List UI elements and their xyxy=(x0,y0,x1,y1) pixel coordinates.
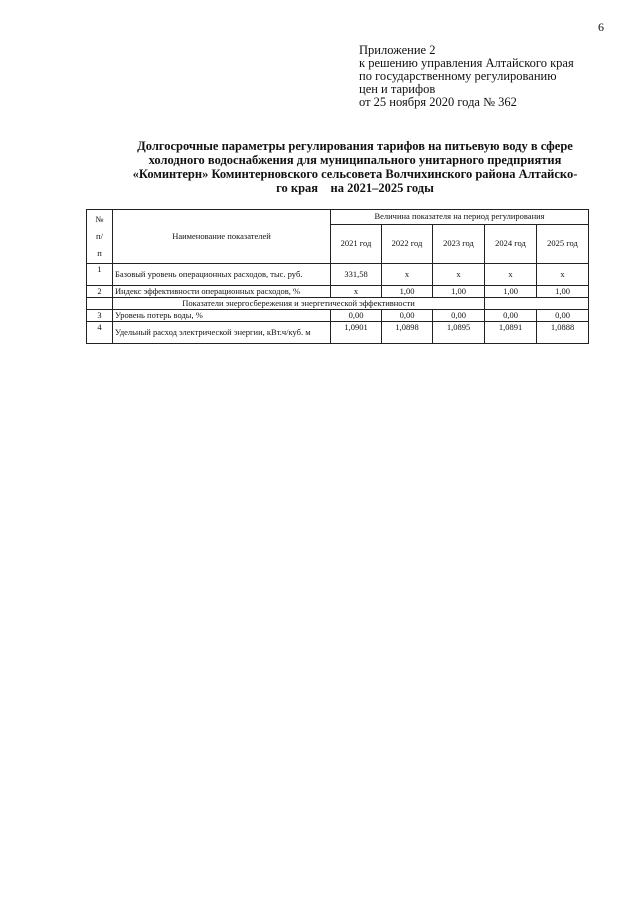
row-value: x xyxy=(331,286,382,298)
row-number: 2 xyxy=(87,286,113,298)
row-value: 1,00 xyxy=(433,286,485,298)
row-value: x xyxy=(537,264,589,286)
header-year: 2024 год xyxy=(485,224,537,263)
appendix-block xyxy=(359,44,574,109)
row-value: 0,00 xyxy=(537,310,589,322)
title-line: го края на 2021–2025 годы xyxy=(276,181,434,195)
appendix-line: по государственному регулированию xyxy=(359,69,557,83)
row-value: 1,00 xyxy=(485,286,537,298)
row-value: 331,58 xyxy=(331,264,382,286)
parameters-table xyxy=(86,209,589,344)
row-value: 1,0898 xyxy=(382,322,433,344)
row-value: 0,00 xyxy=(382,310,433,322)
row-value: 1,0888 xyxy=(537,322,589,344)
section-empty-cell xyxy=(485,298,589,310)
row-value: 0,00 xyxy=(433,310,485,322)
section-number-cell xyxy=(87,298,113,310)
row-value: x xyxy=(433,264,485,286)
table-row xyxy=(87,322,589,344)
header-name: Наименование показателей xyxy=(113,210,331,264)
row-name: Удельный расход электрической энергии, кВт.ч/куб. м xyxy=(113,322,331,344)
table-row xyxy=(87,310,589,322)
page-number: 6 xyxy=(598,20,604,34)
table-row xyxy=(87,286,589,298)
header-number-part: п xyxy=(97,248,102,258)
header-period: Величина показателя на период регулирования xyxy=(331,210,589,225)
row-value: 1,00 xyxy=(382,286,433,298)
row-number: 4 xyxy=(87,322,113,344)
header-year: 2022 год xyxy=(382,224,433,263)
row-value: x xyxy=(382,264,433,286)
appendix-line: от 25 ноября 2020 года № 362 xyxy=(359,95,517,109)
row-value: 1,0895 xyxy=(433,322,485,344)
row-number: 1 xyxy=(87,264,113,286)
row-value: 0,00 xyxy=(331,310,382,322)
document-title xyxy=(115,139,595,195)
header-year: 2023 год xyxy=(433,224,485,263)
row-number: 3 xyxy=(87,310,113,322)
section-title: Показатели энергосбережения и энергетической эффективности xyxy=(113,298,485,310)
row-value: 1,0901 xyxy=(331,322,382,344)
row-value: x xyxy=(485,264,537,286)
row-value: 1,0891 xyxy=(485,322,537,344)
appendix-line: цен и тарифов xyxy=(359,82,436,96)
row-value: 0,00 xyxy=(485,310,537,322)
section-row xyxy=(87,298,589,310)
table-row xyxy=(87,264,589,286)
title-line: Долгосрочные параметры регулирования тарифов на питьевую воду в сфере xyxy=(137,139,573,153)
row-value: 1,00 xyxy=(537,286,589,298)
row-name: Уровень потерь воды, % xyxy=(113,310,331,322)
appendix-line: Приложение 2 xyxy=(359,43,436,57)
appendix-line: к решению управления Алтайского края xyxy=(359,56,574,70)
row-name: Индекс эффективности операционных расходов, % xyxy=(113,286,331,298)
title-line: холодного водоснабжения для муниципального унитарного предприятия xyxy=(148,153,562,167)
header-number-part: № xyxy=(95,214,104,224)
header-year: 2025 год xyxy=(537,224,589,263)
header-number-part: п/ xyxy=(96,231,103,241)
title-line: «Коминтерн» Коминтерновского сельсовета Волчихинского района Алтайско- xyxy=(132,167,578,181)
header-number xyxy=(87,210,113,264)
header-year: 2021 год xyxy=(331,224,382,263)
row-name: Базовый уровень операционных расходов, тыс. руб. xyxy=(113,264,331,286)
